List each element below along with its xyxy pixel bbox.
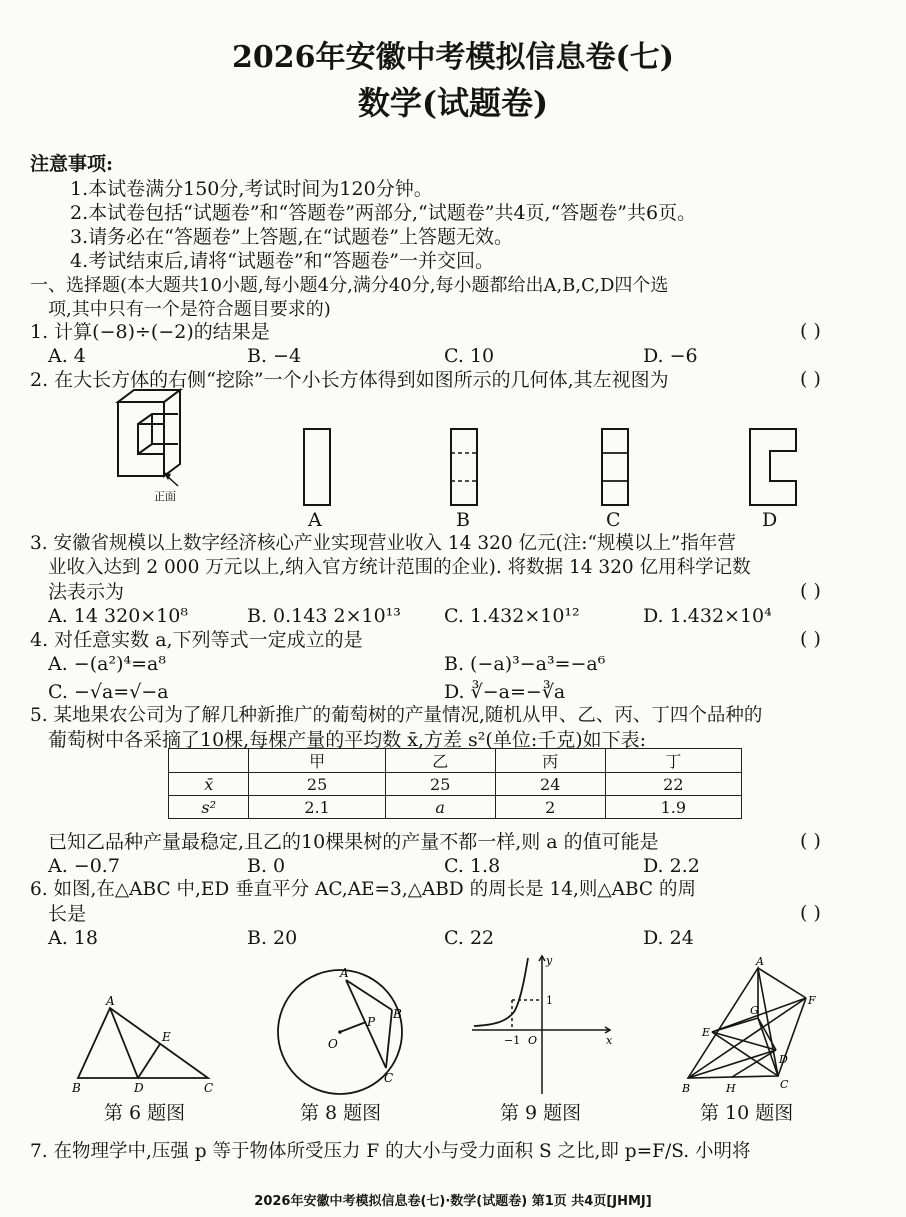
- page-subtitle: 数学(试题卷): [357, 84, 549, 122]
- figure-8-caption: 第 8 题图: [300, 1102, 382, 1124]
- fig9-label-x: x: [606, 1034, 613, 1047]
- q1-stem: 1. 计算(−8)÷(−2)的结果是: [30, 321, 270, 343]
- table-cell: 24: [495, 773, 605, 796]
- fig6-label-a: A: [106, 994, 115, 1008]
- table-cell: 乙: [385, 749, 495, 773]
- q1-option-d: D. −6: [643, 345, 698, 367]
- q2-label-b: B: [456, 509, 470, 531]
- q3-stem-line1: 3. 安徽省规模以上数字经济核心产业实现营业收入 14 320 亿元(注:“规模以上”指年营: [30, 533, 736, 554]
- q5-stem-line2: 葡萄树中各采摘了10棵,每棵产量的平均数 x̄,方差 s²(单位:千克)如下表:: [48, 729, 647, 751]
- q6-stem-line2: 长是: [48, 903, 87, 925]
- q3-option-c: C. 1.432×10¹²: [444, 605, 580, 627]
- notice-item: 3.请务必在“答题卷”上答题,在“试题卷”上答题无效。: [70, 226, 514, 248]
- table-row: [169, 796, 742, 819]
- page-footer: 2026年安徽中考模拟信息卷(七)·数学(试题卷) 第1页 共4页[JHMJ]: [254, 1194, 652, 1209]
- fig10-label-b: B: [682, 1082, 691, 1095]
- notice-item: 2.本试卷包括“试题卷”和“答题卷”两部分,“试题卷”共4页,“答题卷”共6页。: [70, 202, 697, 224]
- fig9-label-y: y: [546, 954, 553, 967]
- fig8-label-a: A: [340, 966, 349, 980]
- q3-option-a: A. 14 320×10⁸: [48, 605, 188, 627]
- q2-option-b-view: [449, 427, 481, 509]
- q6-option-d: D. 24: [643, 927, 694, 949]
- notice-item: 4.考试结束后,请将“试题卷”和“答题卷”一并交回。: [70, 250, 495, 272]
- fig6-label-b: B: [72, 1081, 81, 1095]
- q5-stem-line3: 已知乙品种产量最稳定,且乙的10棵果树的产量不都一样,则 a 的值可能是: [48, 831, 659, 853]
- q1-answer-paren: ( ): [800, 320, 821, 342]
- q1-option-b: B. −4: [247, 345, 302, 367]
- fig10-label-c: C: [780, 1078, 789, 1091]
- table-cell: 2: [495, 796, 605, 819]
- fig10-label-f: F: [808, 994, 816, 1007]
- q3-option-b: B. 0.143 2×10¹³: [247, 605, 401, 627]
- q3-stem-line2: 业收入达到 2 000 万元以上,纳入官方统计范围的企业). 将数据 14 320 亿用科学记数: [48, 557, 751, 578]
- q2-option-d-view: [748, 427, 800, 509]
- table-cell: 25: [249, 773, 385, 796]
- q2-label-d: D: [762, 509, 778, 531]
- q6-option-c: C. 22: [444, 927, 495, 949]
- fig10-label-g: G: [750, 1004, 759, 1017]
- q2-option-a-view: [302, 427, 334, 509]
- q2-label-c: C: [606, 509, 621, 531]
- q2-solid-figure: [108, 388, 198, 510]
- q5-option-c: C. 1.8: [444, 855, 501, 877]
- notice-item: 1.本试卷满分150分,考试时间为120分钟。: [70, 178, 433, 200]
- fig6-label-d: D: [134, 1081, 144, 1095]
- table-cell: 1.9: [605, 796, 741, 819]
- table-cell: s²: [169, 796, 249, 819]
- figure-9-graph: [468, 952, 618, 1098]
- q5-answer-paren: ( ): [800, 830, 821, 852]
- q5-option-b: B. 0: [247, 855, 286, 877]
- figure-10-caption: 第 10 题图: [700, 1102, 794, 1124]
- q5-stem-line1: 5. 某地果农公司为了解几种新推广的葡萄树的产量情况,随机从甲、乙、丙、丁四个品种的: [30, 705, 763, 726]
- fig6-label-c: C: [204, 1081, 214, 1095]
- fig8-label-b: B: [393, 1007, 402, 1021]
- figure-10-geometry: [676, 954, 826, 1096]
- fig8-label-o: O: [328, 1037, 338, 1051]
- fig9-label-neg-one: −1: [504, 1034, 521, 1047]
- q6-option-b: B. 20: [247, 927, 298, 949]
- page-title: 2026年安徽中考模拟信息卷(七): [232, 40, 674, 75]
- q1-option-a: A. 4: [48, 345, 86, 367]
- table-row: [169, 773, 742, 796]
- q6-stem-line1: 6. 如图,在△ABC 中,ED 垂直平分 AC,AE=3,△ABD 的周长是 14,则△ABC 的周: [30, 879, 696, 900]
- q4-option-a: A. −(a²)⁴=a⁸: [48, 653, 166, 675]
- fig8-label-c: C: [384, 1071, 394, 1085]
- section-heading-cont: 项,其中只有一个是符合题目要求的): [48, 299, 331, 320]
- fig10-label-a: A: [756, 955, 764, 968]
- q5-option-d: D. 2.2: [643, 855, 700, 877]
- table-cell: 22: [605, 773, 741, 796]
- q4-option-c: C. −√a=√−a: [48, 681, 169, 703]
- q2-option-c-view: [600, 427, 632, 509]
- table-row: [169, 749, 742, 773]
- q4-stem: 4. 对任意实数 a,下列等式一定成立的是: [30, 629, 363, 651]
- q4-option-b: B. (−a)³−a³=−a⁶: [444, 653, 606, 675]
- figure-9-caption: 第 9 题图: [500, 1102, 582, 1124]
- fig9-label-one: 1: [546, 994, 553, 1007]
- fig10-label-e: E: [702, 1026, 711, 1039]
- fig9-label-o: O: [528, 1034, 538, 1047]
- figure-6-caption: 第 6 题图: [104, 1102, 186, 1124]
- q1-option-c: C. 10: [444, 345, 495, 367]
- table-cell: [169, 749, 249, 773]
- figure-6-triangle: [66, 994, 222, 1096]
- q2-label-a: A: [308, 509, 322, 531]
- q5-option-a: A. −0.7: [48, 855, 120, 877]
- fig10-label-h: H: [726, 1082, 736, 1095]
- table-cell: x̄: [169, 773, 249, 796]
- q3-option-d: D. 1.432×10⁴: [643, 605, 772, 627]
- fig6-label-e: E: [162, 1030, 171, 1044]
- table-cell: 丁: [605, 749, 741, 773]
- fig8-label-p: P: [367, 1015, 376, 1029]
- q4-option-d: D. ∛−a=−∛a: [444, 681, 566, 703]
- q5-data-table: [168, 748, 742, 819]
- section-heading: 一、选择题(本大题共10小题,每小题4分,满分40分,每小题都给出A,B,C,D四个选: [30, 275, 669, 296]
- q2-stem: 2. 在大长方体的右侧“挖除”一个小长方体得到如图所示的几何体,其左视图为: [30, 369, 669, 391]
- figure-8-circle: [274, 962, 414, 1098]
- q2-front-label: 正面: [154, 490, 176, 503]
- table-cell: 2.1: [249, 796, 385, 819]
- table-cell: a: [385, 796, 495, 819]
- table-cell: 丙: [495, 749, 605, 773]
- fig10-label-d: D: [779, 1053, 788, 1066]
- q3-answer-paren: ( ): [800, 580, 821, 602]
- table-cell: 25: [385, 773, 495, 796]
- q4-answer-paren: ( ): [800, 628, 821, 650]
- table-cell: 甲: [249, 749, 385, 773]
- q2-answer-paren: ( ): [800, 368, 821, 390]
- q6-answer-paren: ( ): [800, 902, 821, 924]
- notice-heading: 注意事项:: [30, 153, 114, 175]
- q3-stem-line3: 法表示为: [48, 581, 125, 603]
- q7-stem: 7. 在物理学中,压强 p 等于物体所受压力 F 的大小与受力面积 S 之比,即 p=F/S. 小明将: [30, 1141, 751, 1162]
- q6-option-a: A. 18: [48, 927, 98, 949]
